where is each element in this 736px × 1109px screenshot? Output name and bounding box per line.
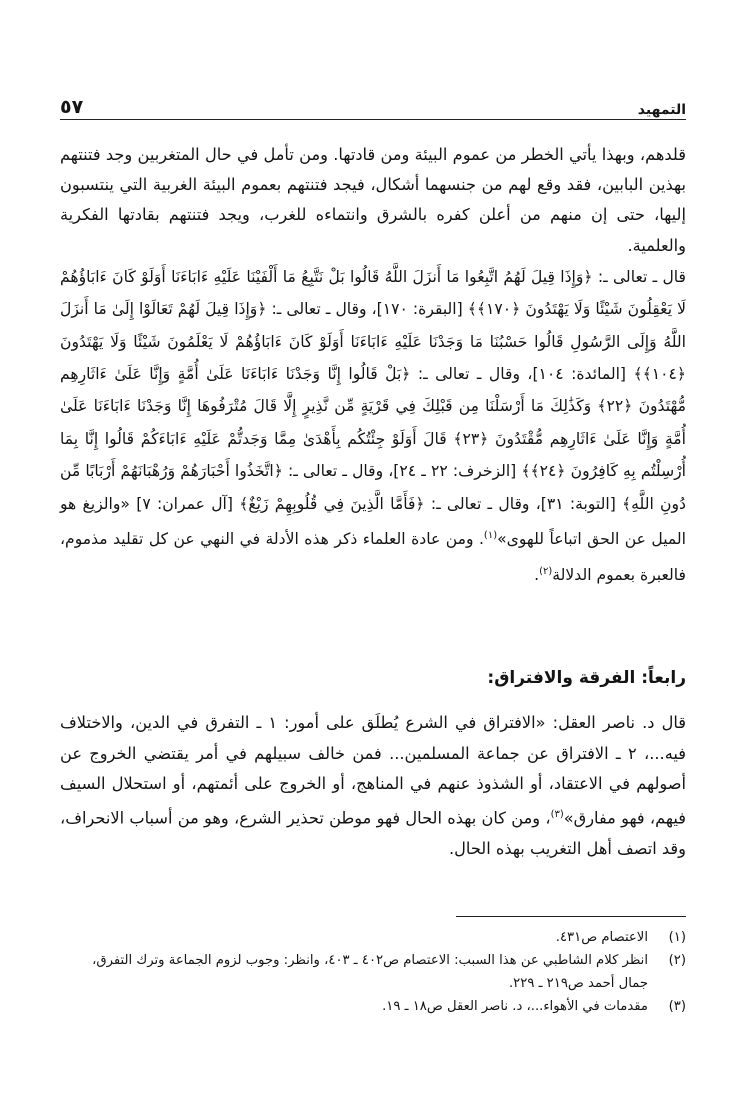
paragraph-1: قلدهم، وبهذا يأتي الخطر من عموم البيئة ومن قادتها. ومن تأمل في حال المتغربين وجد فتنتهم بهذين البابين، فقد وقع لهم من جنسهما أشكال، فيجد فتنتهم بعموم البيئة الغربية التي ينتسبون إليها، حتى إن منهم من أعلن كفره بالشرق وانتماءه للغرب، ويجد فتنتهم بقادتها الفكرية والعلمية. (60, 145, 686, 255)
footnote-ref-1: (١) (483, 530, 498, 542)
footnote-ref-2: (٢) (539, 565, 553, 577)
footnote-1 (60, 926, 686, 949)
header-rule (60, 119, 686, 120)
footnote-number: (٢) (668, 953, 686, 968)
footnote-number: (٣) (668, 999, 686, 1014)
paragraph-2 (60, 261, 686, 591)
footnote-number: (١) (668, 930, 686, 945)
paragraph-2-text: قال ـ تعالى ـ: ﴿وَإِذَا قِيلَ لَهُمُ اتَّبِعُوا مَا أَنزَلَ اللَّهُ قَالُوا بَلْ نَتَّبِعُ مَا أَلْفَيْنَا عَلَيْهِ ءَابَاءَنَا أَوَلَوْ كَانَ ءَابَاؤُهُمْ لَا يَعْقِلُونَ شَيْئًا وَلَا يَهْتَدُونَ ﴿١٧٠﴾﴾ [البقرة: ١٧٠]، وقال ـ تعالى ـ: ﴿وَإِذَا قِيلَ لَهُمْ تَعَالَوْا إِلَىٰ مَا أَنزَلَ اللَّهُ وَإِلَى الرَّسُولِ قَالُوا حَسْبُنَا مَا وَجَدْنَا عَلَيْهِ ءَابَاءَنَا أَوَلَوْ كَانَ ءَابَاؤُهُمْ لَا يَعْلَمُونَ شَيْئًا وَلَا يَهْتَدُونَ ﴿١٠٤﴾﴾ [المائدة: ١٠٤]، وقال ـ تعالى ـ: ﴿بَلْ قَالُوا إِنَّا وَجَدْنَا ءَابَاءَنَا عَلَىٰ أُمَّةٍ وَإِنَّا عَلَىٰ ءَاثَارِهِم مُّهْتَدُونَ ﴿٢٢﴾ وَكَذَٰلِكَ مَا أَرْسَلْنَا مِن قَبْلِكَ فِي قَرْيَةٍ مِّن نَّذِيرٍ إِلَّا قَالَ مُتْرَفُوهَا إِنَّا وَجَدْنَا ءَابَاءَنَا عَلَىٰ أُمَّةٍ وَإِنَّا عَلَىٰ ءَاثَارِهِم مُّقْتَدُونَ ﴿٢٣﴾ قَالَ أَوَلَوْ جِئْتُكُم بِأَهْدَىٰ مِمَّا وَجَدتُّمْ عَلَيْهِ ءَابَاءَكُمْ قَالُوا إِنَّا بِمَا أُرْسِلْتُم بِهِ كَافِرُونَ ﴿٢٤﴾﴾ [الزخرف: ٢٢ ـ ٢٤]، وقال ـ تعالى ـ: ﴿اتَّخَذُوا أَحْبَارَهُمْ وَرُهْبَانَهُمْ أَرْبَابًا مِّن دُونِ اللَّهِ﴾ [التوبة: ٣١]، وقال ـ تعالى ـ: ﴿فَأَمَّا الَّذِينَ فِي قُلُوبِهِمْ زَيْغٌ﴾ [آل عمران: ٧] «والزيغ هو الميل عن الحق اتباعاً للهوى» (60, 267, 687, 549)
section-text: قال د. ناصر العقل: «الافتراق في الشرع يُطلَق على أمور: ١ ـ التفرق في الدين، والاختلاف فيه...، ٢ ـ الافتراق عن جماعة المسلمين... فمن خالف سبيلهم في أمر يقتضي الخروج عن أصولهم في الاعتقاد، أو الشذوذ عنهم في المناهج، أو الخروج على أئمتهم، أو استحلال السيف فيهم، فهو مفارق» (60, 713, 686, 828)
running-title: التمهيد (637, 102, 686, 118)
page-header (60, 88, 686, 118)
footnotes (60, 926, 686, 1018)
footnote-text: انظر كلام الشاطبي عن هذا السبب: الاعتصام ص٤٠٢ ـ ٤٠٣، وانظر: وجوب لزوم الجماعة وترك التفرق، جمال أحمد ص٢١٩ ـ ٢٢٩. (92, 953, 648, 991)
footnote-rule (456, 916, 686, 917)
section-text-tail: ، ومن كان بهذه الحال فهو موطن تحذير الشرع، وهو من أسباب الانحراف، وقد اتصف أهل التغريب بهذه الحال. (60, 808, 686, 858)
footnote-2 (60, 949, 686, 995)
footnote-text: مقدمات في الأهواء...، د. ناصر العقل ص١٨ ـ ١٩. (382, 999, 648, 1014)
section-paragraph (60, 708, 686, 864)
footnote-ref-3: (٣) (550, 808, 564, 820)
paragraph-2-tail: . ومن عادة العلماء ذكر هذه الأدلة في النهي عن كل تقليد مذموم، فالعبرة بعموم الدلالة (60, 530, 686, 584)
paragraph-2-end: . (534, 565, 540, 584)
footnote-text: الاعتصام ص٤٣١. (555, 930, 648, 945)
page-number: ٥٧ (60, 96, 84, 118)
footnote-3 (60, 995, 686, 1018)
main-text (60, 140, 686, 591)
book-page (60, 0, 686, 1109)
section-heading: رابعاً: الفرقة والافتراق: (487, 668, 686, 688)
